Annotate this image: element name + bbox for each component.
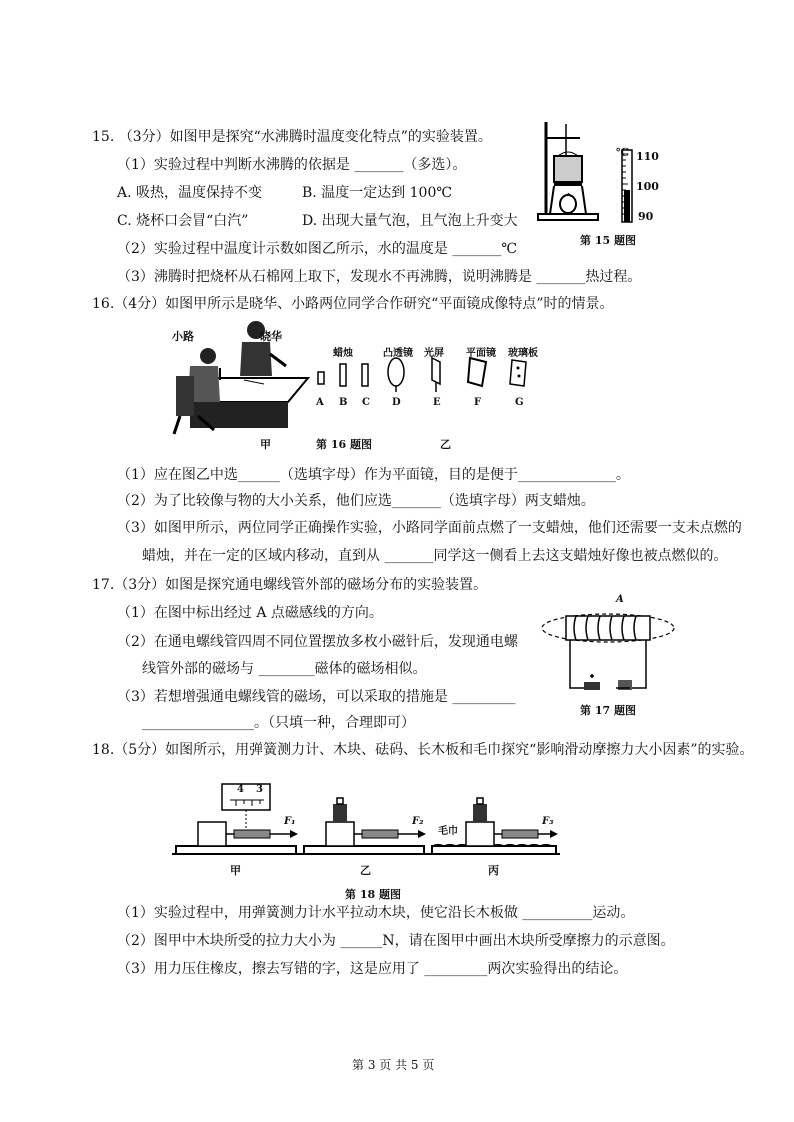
q16-figure-left-label: 甲 bbox=[260, 438, 271, 451]
q16-sub2: （2）为了比较像与物的大小关系，他们应选_______（选填字母）两支蜡烛。 bbox=[117, 493, 595, 509]
q16-sub3-line1: （3）如图甲所示，两位同学正确操作实验，小路同学面前点燃了一支蜡烛，他们还需要一支未点燃的 bbox=[117, 520, 742, 536]
solenoid-circuit-figure bbox=[538, 604, 678, 700]
q17-sub3-line2: ________________。（只填一种，合理即可） bbox=[142, 715, 415, 731]
q15-sub3: （3）沸腾时把烧杯从石棉网上取下，发现水不再沸腾，说明沸腾是 _______热过程。 bbox=[117, 269, 642, 285]
q16-sub1: （1）应在图乙中选______（选填字母）作为平面镜，目的是便于______________。 bbox=[117, 467, 630, 483]
page-footer: 第 3 页 共 5 页 bbox=[352, 1058, 435, 1072]
q18-sub3: （3）用力压住橡皮，擦去写错的字，这是应用了 _________两次实验得出的结论。 bbox=[117, 961, 628, 977]
item-letter-d: D bbox=[392, 397, 401, 408]
q18-title: 18.（5分）如图所示，用弹簧测力计、木块、砝码、长木板和毛巾探究“影响滑动摩擦力大小因素”的实验。 bbox=[92, 742, 754, 758]
q16-name-right: 晓华 bbox=[260, 330, 282, 343]
q17-title: 17.（3分）如图是探究通电螺线管外部的磁场分布的实验装置。 bbox=[92, 577, 488, 593]
q16-figure-right-label: 乙 bbox=[440, 438, 451, 451]
q17-sub2-line2: 线管外部的磁场与 ________磁体的磁场相似。 bbox=[142, 661, 427, 677]
q17-sub3-line1: （3）若想增强通电螺线管的磁场，可以采取的措施是 _________ bbox=[117, 689, 516, 705]
q15-apparatus-figure bbox=[536, 118, 602, 224]
q15-title: 15. （3分）如图甲是探究“水沸腾时温度变化特点”的实验装置。 bbox=[92, 129, 492, 145]
thermometer-tick-100: 100 bbox=[636, 180, 659, 193]
q16-title: 16.（4分）如图甲所示是晓华、小路两位同学合作研究“平面镜成像特点”时的情景。 bbox=[92, 296, 614, 312]
q16-sub3-line2: 蜡烛，并在一定的区域内移动，直到从 _______同学这一侧看上去这支蜡烛好像也被点燃似的。 bbox=[142, 548, 728, 564]
item-letter-g: G bbox=[515, 397, 524, 408]
q15-sub1: （1）实验过程中判断水沸腾的依据是 _______（多选）。 bbox=[117, 157, 467, 173]
item-label-glass-plate: 玻璃板 bbox=[508, 348, 538, 359]
friction-panel-b bbox=[300, 796, 430, 860]
item-letter-f: F bbox=[474, 397, 482, 408]
item-label-plane-mirror: 平面镜 bbox=[466, 348, 496, 359]
q17-sub2-line1: （2）在通电螺线管四周不同位置摆放多枚小磁针后，发现通电螺 bbox=[117, 634, 518, 650]
q16-figure-caption: 第 16 题图 bbox=[316, 438, 372, 451]
q15-option-a: A. 吸热，温度保持不变 bbox=[117, 185, 263, 201]
scale-number-3: 3 bbox=[256, 784, 263, 795]
q15-figure-caption: 第 15 题图 bbox=[580, 234, 636, 247]
item-label-screen: 光屏 bbox=[424, 348, 444, 359]
scale-number-4: 4 bbox=[237, 784, 244, 795]
item-label-convex-lens: 凸透镜 bbox=[383, 348, 413, 359]
q15-option-d: D. 出现大量气泡，且气泡上升变大 bbox=[302, 213, 518, 229]
q17-sub1: （1）在图中标出经过 A 点磁感线的方向。 bbox=[117, 605, 383, 621]
q18-sub1: （1）实验过程中，用弹簧测力计水平拉动木块，使它沿长木板做 __________运动。 bbox=[117, 905, 635, 921]
force-label-f2: F₂ bbox=[412, 816, 424, 827]
panel-label-b: 乙 bbox=[360, 864, 371, 877]
q17-figure-caption: 第 17 题图 bbox=[580, 704, 636, 717]
item-letter-e: E bbox=[433, 397, 441, 408]
thermometer-tick-110: 110 bbox=[636, 150, 659, 163]
q15-sub2: （2）实验过程中温度计示数如图乙所示，水的温度是 _______℃ bbox=[117, 241, 518, 257]
q18-sub2: （2）图甲中木块所受的拉力大小为 ______N，请在图甲中画出木块所受摩擦力的示意图。 bbox=[117, 933, 675, 949]
q18-figure-caption: 第 18 题图 bbox=[345, 888, 401, 901]
q16-items-figure bbox=[310, 356, 540, 396]
q15-option-b: B. 温度一定达到 100℃ bbox=[302, 185, 453, 201]
thermometer-unit: ℃ bbox=[616, 146, 630, 159]
force-label-f1: F₁ bbox=[284, 816, 296, 827]
panel-label-a: 甲 bbox=[230, 864, 241, 877]
item-letter-b: B bbox=[339, 397, 348, 408]
q15-option-c: C. 烧杯口会冒“白汽” bbox=[117, 213, 249, 229]
panel-label-c: 丙 bbox=[488, 864, 499, 877]
towel-label: 毛巾 bbox=[438, 826, 458, 837]
item-letter-a: A bbox=[316, 397, 324, 408]
force-label-f3: F₃ bbox=[542, 816, 554, 827]
q16-name-left: 小路 bbox=[172, 330, 194, 343]
solenoid-point-a-label: A bbox=[616, 594, 624, 605]
item-label-candle: 蜡烛 bbox=[333, 348, 353, 359]
item-letter-c: C bbox=[362, 397, 370, 408]
thermometer-tick-90: 90 bbox=[638, 210, 654, 223]
